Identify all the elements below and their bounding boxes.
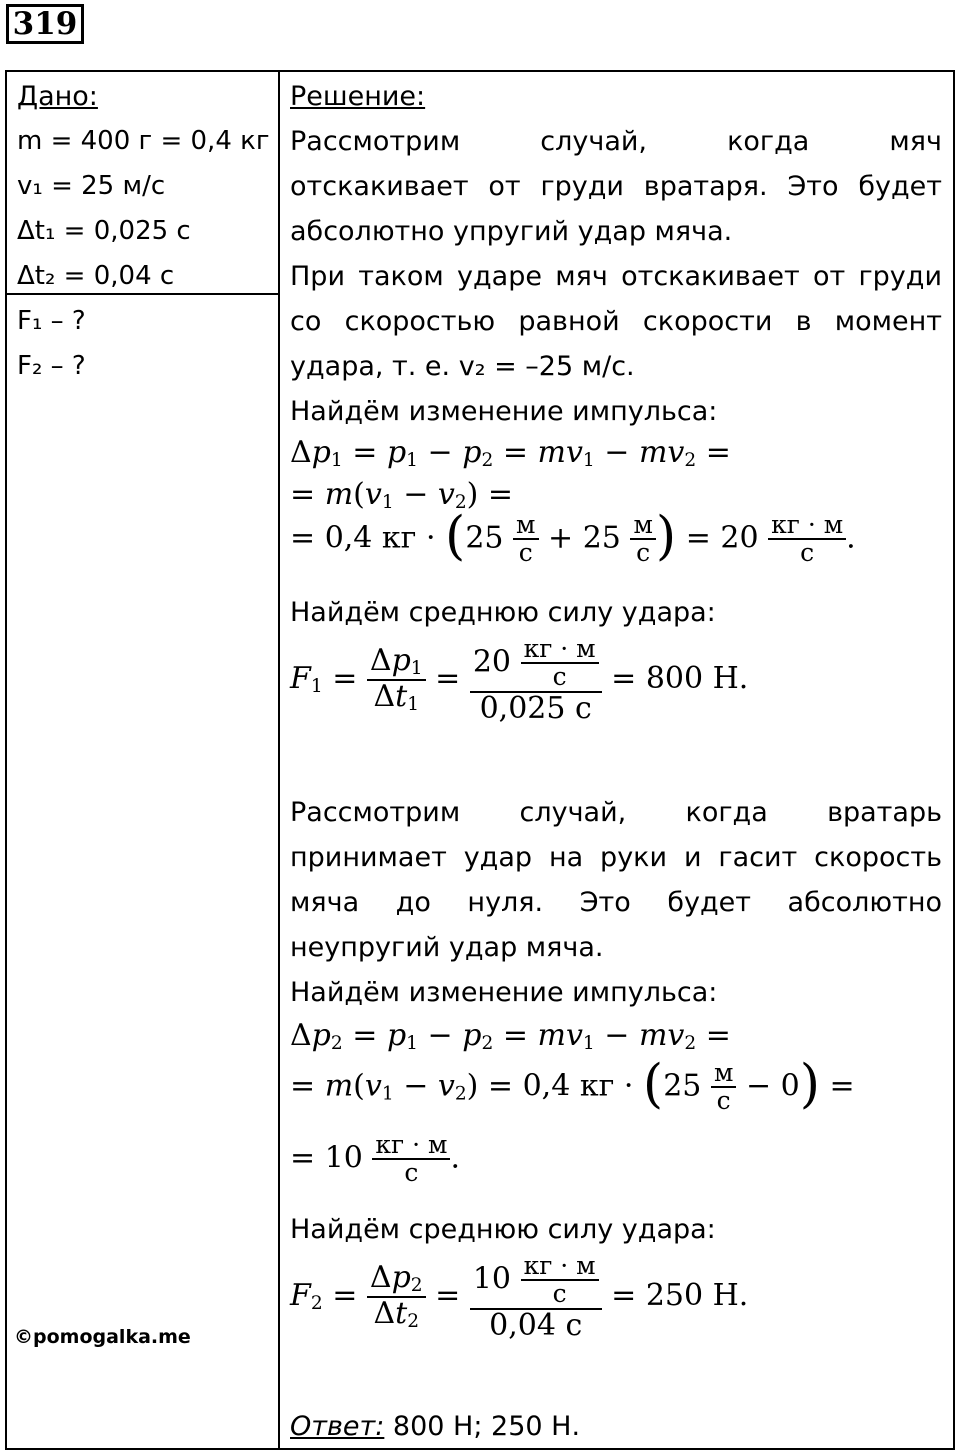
case2-line-4: неупругий удар мяча. — [290, 932, 604, 963]
case2-line-3: мяча до нуля. Это будет абсолютно — [290, 887, 942, 918]
case1-note-line-3: удара, т. е. v₂ = –25 м/с. — [290, 351, 635, 382]
case2-line-2: принимает удар на руки и гасит скорость — [290, 842, 942, 873]
copyright-mark: ©pomogalka.me — [14, 1326, 191, 1348]
dp2-over-dt2: $\frac{\Delta p_2}{\Delta t_2}$ — [367, 1262, 426, 1331]
given-mass: m = 400 г = 0,4 кг — [17, 126, 270, 156]
impulse-unit-2: $\frac{кг \cdot м}{с}$ — [372, 1132, 450, 1187]
dp1-over-dt1: $\frac{\Delta p_1}{\Delta t_1}$ — [367, 645, 426, 714]
case1-note-line-2: со скоростью равной скорости в момент — [290, 306, 942, 337]
task-number: 319 — [6, 4, 84, 44]
impulse-unit: $\frac{кг \cdot м}{с}$ — [768, 512, 846, 567]
find-force-1: Найдём среднюю силу удара: — [290, 597, 716, 628]
case1-line-1: Рассмотрим случай, когда мяч — [290, 126, 942, 157]
mass-value: 0,4 кг — [324, 520, 417, 556]
velocity-value-3: 25 — [663, 1068, 702, 1104]
column-divider — [278, 70, 280, 1450]
force-1-fraction: 20 $\frac{кг \cdot м}{с}$ 0,025 с — [470, 636, 602, 724]
force-1-result: 800 Н. — [645, 661, 749, 696]
unit-fraction-3: $\frac{м}{с}$ — [711, 1060, 736, 1115]
dp1-value: 20 — [720, 520, 759, 556]
given-time-2: Δt₂ = 0,04 с — [17, 261, 175, 291]
impulse-formula-2-line-3: = 10 $\frac{кг \cdot м}{с}$ . — [290, 1130, 460, 1188]
given-velocity: v₁ = 25 м/с — [17, 171, 166, 201]
solution-header: Решение: — [290, 81, 426, 112]
case1-line-2: отскакивает от груди вратаря. Это будет — [290, 171, 942, 202]
case2-line-1: Рассмотрим случай, когда вратарь — [290, 797, 942, 828]
case1-note-line-1: При таком ударе мяч отскакивает от груди — [290, 261, 942, 292]
find-impulse-2: Найдём изменение импульса: — [290, 977, 718, 1008]
find-f2: F₂ – ? — [17, 351, 86, 381]
find-impulse-1: Найдём изменение импульса: — [290, 396, 718, 427]
unit-fraction: $\frac{м}{с}$ — [513, 512, 538, 567]
given-time-1: Δt₁ = 0,025 с — [17, 216, 191, 246]
find-force-2: Найдём среднюю силу удара: — [290, 1214, 716, 1245]
find-f1: F₁ – ? — [17, 306, 86, 336]
zero-value: 0 — [780, 1068, 800, 1104]
impulse-formula-2-line-1: $\Delta p_2 = p_1 - p_2 = mv_1 - mv_2$ = — [290, 1018, 731, 1055]
force-formula-1: $F_1$ = $\frac{\Delta p_1}{\Delta t_1}$ = 20 $\frac{кг \cdot м}{с}$ 0,025 с = 800 Н. — [290, 634, 749, 726]
answer-value: 800 Н; 250 Н. — [384, 1411, 581, 1442]
impulse-formula-1-line-3: = 0,4 кг · (25 $\frac{м}{с}$ + 25 $\frac{м}{с}$ ) = 20 $\frac{кг \cdot м}{с}$ . — [290, 506, 856, 568]
force-2-result: 250 Н. — [645, 1278, 749, 1313]
answer-label: Ответ: — [290, 1411, 385, 1442]
answer — [290, 1404, 942, 1449]
force-formula-2: $F_2$ = $\frac{\Delta p_2}{\Delta t_2}$ = 10 $\frac{кг \cdot м}{с}$ 0,04 с = 250 Н. — [290, 1251, 749, 1343]
impulse-formula-2-line-2: = $m(v_1 - v_2) = 0,4$ кг · (25 $\frac{м}{с}$ − 0) = — [290, 1054, 855, 1116]
velocity-value-2: 25 — [582, 520, 621, 556]
mass-value-2: 0,4 кг — [522, 1068, 615, 1104]
impulse-formula-1-line-2: = $m(v_1 - v_2)$ = — [290, 477, 514, 514]
given-header: Дано: — [17, 81, 98, 112]
unit-fraction-2: $\frac{м}{с}$ — [630, 512, 655, 567]
velocity-value: 25 — [465, 520, 504, 556]
force-2-fraction: 10 $\frac{кг \cdot м}{с}$ 0,04 с — [470, 1253, 602, 1341]
impulse-formula-1-line-1: $\Delta p_1 = p_1 - p_2 = mv_1 - mv_2$ = — [290, 435, 731, 472]
case1-line-3: абсолютно упругий удар мяча. — [290, 216, 733, 247]
dp2-value: 10 — [324, 1140, 363, 1176]
